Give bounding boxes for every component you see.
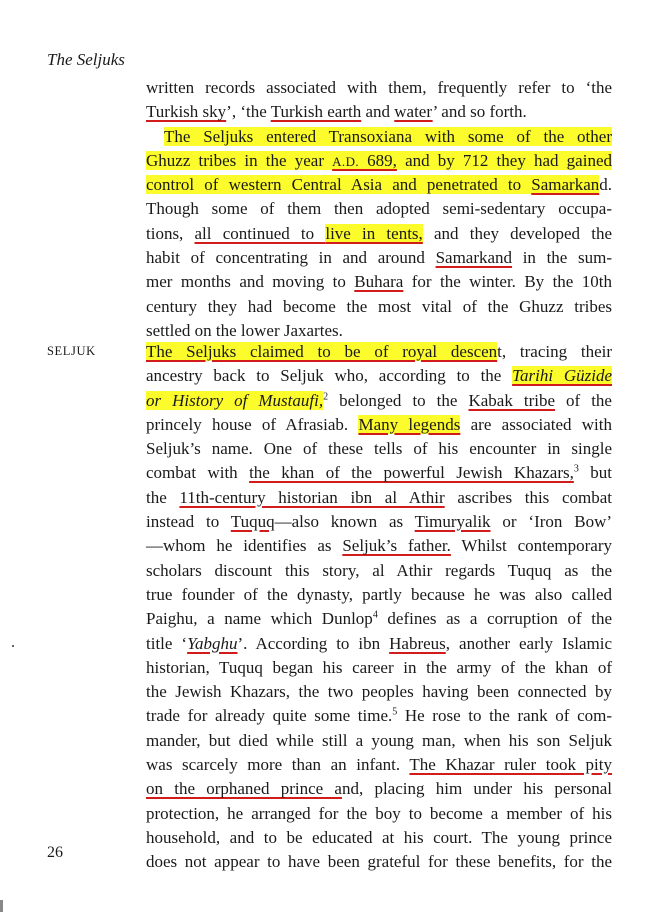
running-head: The Seljuks — [47, 50, 125, 69]
page-number: 26 — [47, 844, 63, 861]
text-line: trade for already quite some time.$^5$ He rose to the rank of com- — [146, 706, 612, 726]
underline-annotation: Habreus — [389, 633, 446, 653]
text-line: princely house of Afrasiab. Many legends are associated with — [146, 414, 612, 434]
text-line: Turkish sky’, ‘the Turkish earth and water’ and so forth. — [146, 102, 527, 122]
text-line: century they had become the most vital of the Ghuzz tribes — [146, 296, 612, 316]
underline-annotation: on the orphaned prince a — [146, 779, 342, 799]
text-line: title ‘Yabghu’. According to ibn Habreus, another early Islamic — [146, 633, 612, 653]
underline-annotation: Seljuk’s father. — [342, 536, 451, 556]
underline-annotation: Kabak tribe — [468, 390, 556, 410]
text-line: —whom he identifies as Seljuk’s father. Whilst contemporary — [146, 536, 613, 556]
underline-annotation: Turkish sky — [146, 102, 227, 122]
text-line: was scarcely more than an infant. The Khazar ruler took pity — [146, 755, 612, 775]
text-line: tions, all continued to live in tents, and they developed the — [146, 223, 612, 243]
underline-annotation: 11th-century historian ibn al Athir — [179, 487, 445, 507]
scan-speck — [12, 645, 14, 647]
underline-annotation: Samarkand — [435, 248, 513, 268]
paragraph-settlement — [146, 125, 612, 344]
text-line: combat with the khan of the powerful Jewish Khazars,$^3$ but — [146, 463, 612, 483]
text-line: control of western Central Asia and penetrated to Samarkand. — [146, 175, 612, 195]
text-line: mander, but died while still a young man, when his son Seljuk — [146, 730, 612, 750]
paragraph-origins — [146, 340, 612, 875]
text-line: written records associated with them, frequently refer to ‘the — [146, 78, 612, 97]
text-line: Paighu, a name which Dunlop$^4$ defines as a corruption of the — [146, 609, 612, 629]
side-heading: SELJUK — [47, 344, 96, 358]
text-line: mer months and moving to Buhara for the winter. By the 10th — [146, 272, 612, 292]
underline-annotation: The Khazar ruler took pity — [409, 755, 612, 775]
text-line: on the orphaned prince and, placing him under his personal — [146, 779, 612, 799]
underline-annotation: Yabghu — [187, 633, 238, 653]
underline-annotation: all continued to live in tents, — [194, 223, 423, 243]
underline-annotation: the khan of the powerful Jewish Khazars, — [249, 463, 574, 483]
highlight-annotation: control of western Central Asia and penetrated to Samarkan — [146, 175, 600, 195]
highlight-annotation: Tarihi Güzide — [512, 366, 612, 386]
text-line — [146, 125, 612, 149]
text-line: settled on the lower Jaxartes. — [146, 320, 343, 340]
text-line: true founder of the dynasty, partly because he was also called — [146, 584, 612, 604]
text-line: habit of concentrating in and around Samarkand in the sum- — [146, 248, 612, 268]
underline-annotation: water — [394, 102, 433, 122]
text-line: Seljuk’s name. One of these tells of his encounter in single — [146, 439, 612, 459]
text-line: historian, Tuquq began his career in the army of the khan of — [146, 657, 612, 677]
text-line: household, and to be educated at his court. The young prince — [146, 827, 612, 847]
text-line — [146, 149, 612, 173]
underline-annotation: Turkish earth — [270, 102, 362, 122]
text-line: does not appear to have been grateful for these benefits, for the — [146, 852, 612, 872]
text-line: protection, he arranged for the boy to become a member of his — [146, 803, 612, 823]
highlight-annotation: Many legends — [358, 414, 461, 434]
text-line: ancestry back to Seljuk who, according to the Tarihi Güzide — [146, 366, 612, 386]
text-line: Though some of them then adopted semi-sedentary occupa- — [146, 199, 612, 219]
text-line: the 11th-century historian ibn al Athir ascribes this combat — [146, 487, 612, 507]
underline-annotation: Tuquq — [230, 512, 275, 532]
underline-annotation: Buhara — [354, 272, 404, 292]
paragraph-continuation — [146, 76, 612, 125]
highlight-annotation: The Seljuks claimed to be of royal descen — [146, 342, 498, 361]
underline-annotation: Timuryalik — [414, 512, 491, 532]
text-line: The Seljuks claimed to be of royal descent, tracing their — [146, 342, 612, 361]
highlight-annotation: The Seljuks entered Transoxiana with some of the other — [164, 126, 612, 146]
text-line: scholars discount this story, al Athir regards Tuquq as the — [146, 560, 612, 580]
highlight-annotation: or History of Mustaufi, — [146, 390, 324, 410]
text-line: the Jewish Khazars, the two peoples having been connected by — [146, 682, 612, 702]
highlight-annotation: Ghuzz tribes in the year A.D. 689, and by 712 they had gained — [146, 150, 612, 170]
text-line: or History of Mustaufi,$^2$ belonged to the Kabak tribe of the — [146, 390, 612, 410]
text-line: instead to Tuquq—also known as Timuryalik or ‘Iron Bow’ — [146, 512, 613, 532]
scan-edge-mark — [0, 900, 3, 912]
